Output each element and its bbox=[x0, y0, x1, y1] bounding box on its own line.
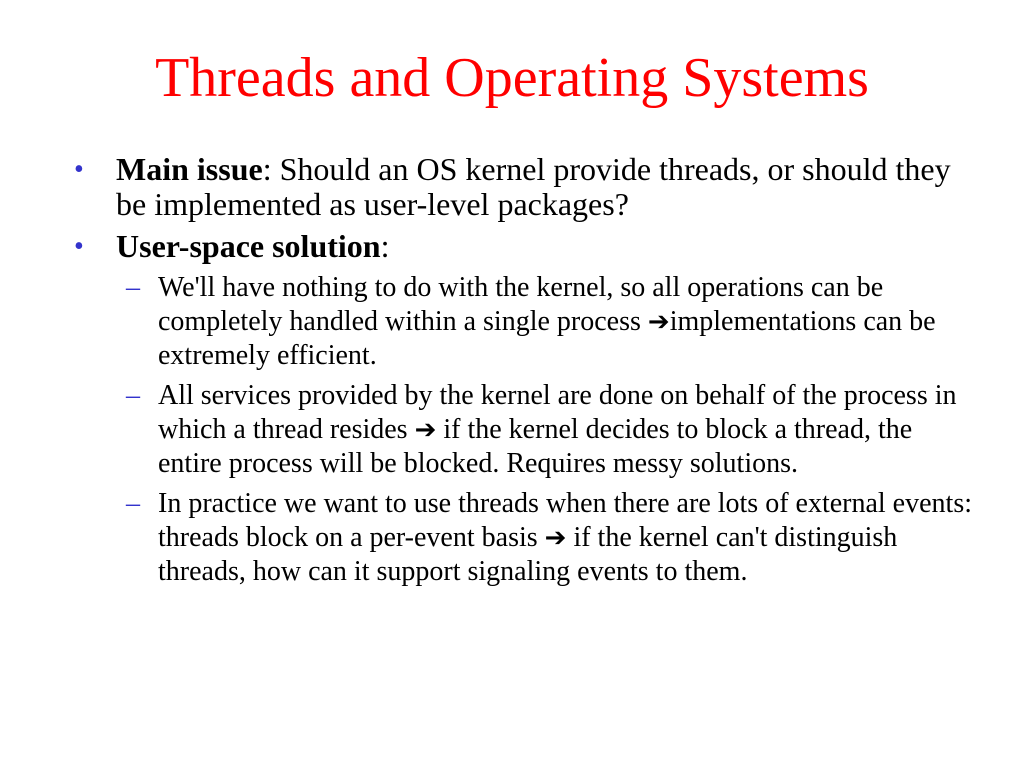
slide-title: Threads and Operating Systems bbox=[155, 47, 869, 109]
sub-bullet-text-after: if the kernel can't distinguish threads, how can it support signaling events to them. bbox=[158, 522, 898, 587]
bullet-bold-label: Main issue bbox=[116, 151, 263, 187]
sub-bullet-kernel-nothing bbox=[116, 271, 978, 373]
sub-bullet-external-events bbox=[116, 487, 978, 589]
bullet-bold-label: User-space solution bbox=[116, 228, 381, 264]
sub-bullet-text: All services provided by the kernel are done on behalf of the process in which a thread resides bbox=[158, 380, 957, 445]
bullet-marker: • bbox=[74, 231, 84, 262]
bullet-user-space-solution bbox=[74, 229, 974, 264]
slide-body bbox=[74, 152, 974, 595]
sub-bullet-text: In practice we want to use threads when there are lots of external events: threads block on a per-event basis bbox=[158, 488, 972, 553]
sub-bullet-text-after: if the kernel decides to block a thread, the entire process will be blocked. Requires messy solutions. bbox=[158, 414, 913, 479]
right-arrow-icon: ➔ bbox=[647, 307, 670, 337]
bullet-text: : bbox=[380, 228, 390, 264]
sub-bullet-kernel-services bbox=[116, 379, 978, 481]
sub-bullet-text-after: implementations can be extremely efficient. bbox=[158, 306, 936, 371]
dash-marker: – bbox=[126, 380, 140, 411]
dash-marker: – bbox=[126, 272, 140, 303]
bullet-marker: • bbox=[74, 154, 84, 185]
bullet-main-issue bbox=[74, 152, 974, 222]
bullet-text: : Should an OS kernel provide threads, or should they be implemented as user-level packages? bbox=[116, 151, 951, 222]
right-arrow-icon: ➔ bbox=[544, 523, 567, 553]
sub-bullet-text: We'll have nothing to do with the kernel, so all operations can be completely handled within a single process bbox=[158, 272, 884, 337]
right-arrow-icon: ➔ bbox=[414, 415, 437, 445]
dash-marker: – bbox=[126, 488, 140, 519]
